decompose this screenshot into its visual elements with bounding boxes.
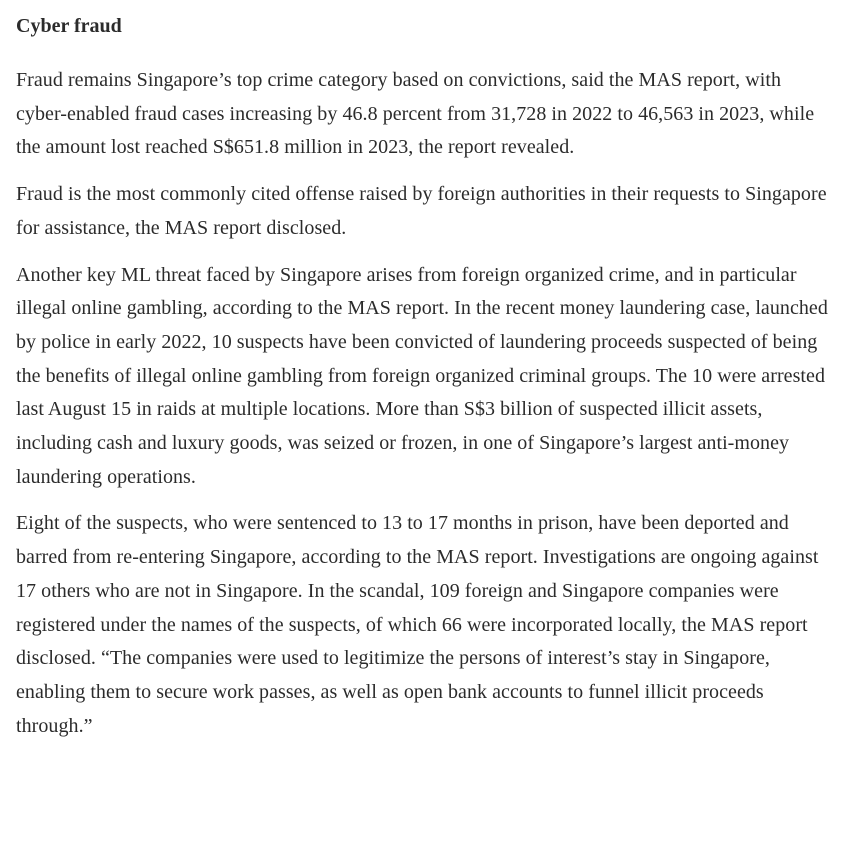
article-paragraph-1: Fraud remains Singapore’s top crime category based on convictions, said the MAS report, with cyber-enabled fraud cases increasing by 46.8 percent from 31,728 in 2022 to 46,563 in 2023, while the amount lost reached S$651.8 million in 2023, the report revealed. [16,69,815,159]
article-paragraph-2: Fraud is the most commonly cited offense raised by foreign authorities in their requests to Singapore for assistance, the MAS report disclosed. [16,183,827,239]
section-heading: Cyber fraud [16,15,122,37]
article-paragraph-4: Eight of the suspects, who were sentenced to 13 to 17 months in prison, have been deported and barred from re-entering Singapore, according to the MAS report. Investigations are ongoing against 17 others who are not in Singapore. In the scandal, 109 foreign and Singapore companies were registered under the names of the suspects, of which 66 were incorporated locally, the MAS report disclosed. “The companies were used to legitimize the persons of interest’s stay in Singapore, enabling them to secure work passes, as well as open bank accounts to funnel illicit proceeds through.” [16,512,819,737]
article-paragraph-3: Another key ML threat faced by Singapore arises from foreign organized crime, and in particular illegal online gambling, according to the MAS report. In the recent money laundering case, launched by police in early 2022, 10 suspects have been convicted of laundering proceeds suspected of being the benefits of illegal online gambling from foreign organized criminal groups. The 10 were arrested last August 15 in raids at multiple locations. More than S$3 billion of suspected illicit assets, including cash and luxury goods, was seized or frozen, in one of Singapore’s largest anti-money laundering operations. [16,263,828,488]
